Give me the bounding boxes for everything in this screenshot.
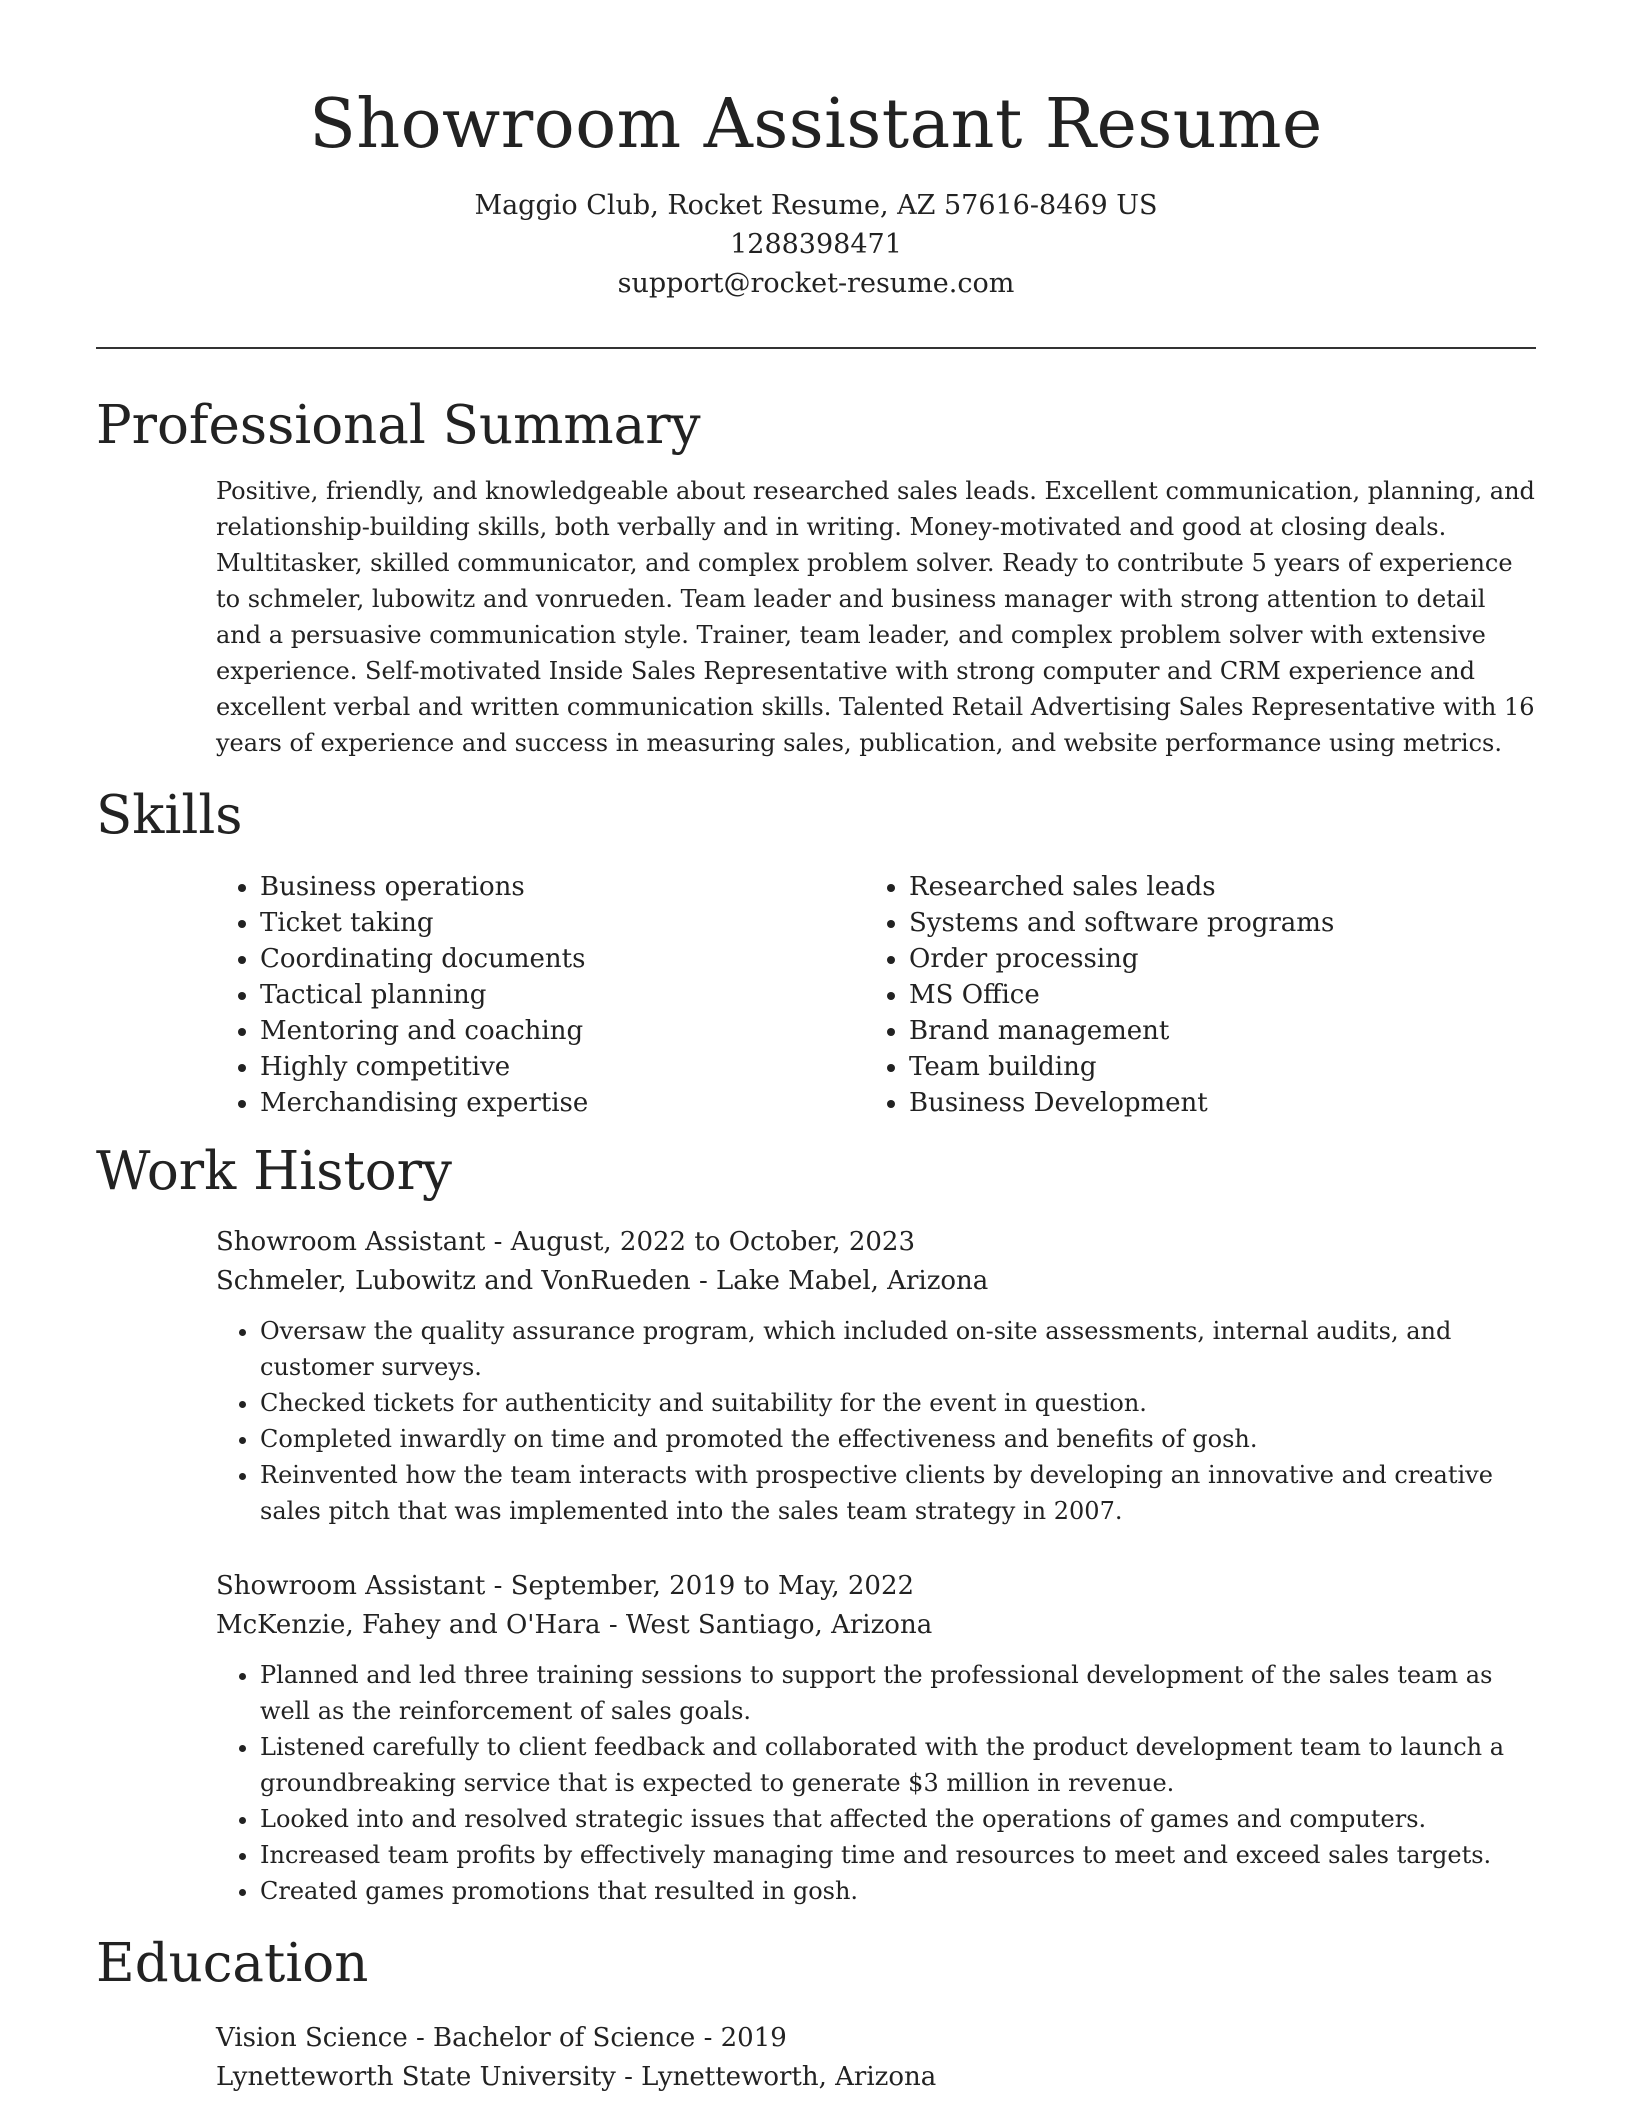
job-company: McKenzie, Fahey and O'Hara [216, 1610, 601, 1640]
resume-page [96, 0, 1536, 2097]
job-bullets [216, 1313, 1536, 1529]
skill-item: • Ticket taking [260, 905, 865, 941]
job-location: - West Santiago, Arizona [600, 1610, 933, 1640]
skills-column-left [216, 869, 865, 1121]
skill-item: • Coordinating documents [260, 941, 865, 977]
education-location: - Lynetteworth, Arizona [615, 2062, 937, 2092]
skill-item: • Order processing [909, 941, 1334, 977]
skill-item: • Tactical planning [260, 977, 865, 1013]
education-field: Vision Science [216, 2023, 408, 2053]
job-entry [216, 1567, 1536, 1909]
job-bullet: • Looked into and resolved strategic issues that affected the operations of games and computers. [260, 1801, 1536, 1837]
skill-item: • Systems and software programs [909, 905, 1334, 941]
job-bullet: • Reinvented how the team interacts with prospective clients by developing an innovative and creative sales pitch that was implemented into the sales team strategy in 2007. [260, 1457, 1536, 1529]
work-history-heading: Work History [96, 1141, 452, 1202]
job-bullet: • Listened carefully to client feedback and collaborated with the product development team to launch a groundbreaking service that is expected to generate $3 million in revenue. [260, 1729, 1536, 1801]
skills-heading: Skills [96, 785, 243, 846]
job-location: - Lake Mabel, Arizona [690, 1266, 989, 1296]
job-bullet: • Checked tickets for authenticity and suitability for the event in question. [260, 1385, 1536, 1421]
job-bullets [216, 1657, 1536, 1909]
header-divider [96, 347, 1536, 349]
job-dates: - September, 2019 to May, 2022 [485, 1571, 915, 1601]
job-title-line [216, 1567, 1536, 1606]
job-company-line [216, 1262, 1536, 1301]
skill-item: • Brand management [909, 1013, 1334, 1049]
job-title-line [216, 1223, 1536, 1262]
education-degree: - Bachelor of Science - 2019 [407, 2023, 787, 2053]
degree-line [216, 2019, 1536, 2058]
email-address: support@rocket-resume.com [617, 268, 1015, 299]
skill-item: • MS Office [909, 977, 1334, 1013]
job-title: Showroom Assistant [216, 1227, 486, 1257]
school-line [216, 2058, 1536, 2097]
job-bullet: • Planned and led three training sessions to support the professional development of the sales team as well as the reinforcement of sales goals. [260, 1657, 1536, 1729]
education-school: Lynetteworth State University [216, 2062, 616, 2092]
education-heading: Education [96, 1933, 369, 1994]
page-title: Showroom Assistant Resume [309, 85, 1323, 164]
education-entry [216, 2019, 1536, 2097]
skill-item: • Business Development [909, 1085, 1334, 1121]
contact-info [96, 186, 1536, 303]
summary-heading: Professional Summary [96, 395, 701, 456]
job-bullet: • Created games promotions that resulted in gosh. [260, 1873, 1536, 1909]
job-entry [216, 1223, 1536, 1529]
job-company-line [216, 1606, 1536, 1645]
job-bullet: • Oversaw the quality assurance program, which included on-site assessments, internal audits, and customer surveys. [260, 1313, 1536, 1385]
job-bullet: • Completed inwardly on time and promoted the effectiveness and benefits of gosh. [260, 1421, 1536, 1457]
job-title: Showroom Assistant [216, 1571, 486, 1601]
phone-number: 1288398471 [730, 229, 902, 260]
job-company: Schmeler, Lubowitz and VonRueden [216, 1266, 691, 1296]
skill-item: • Team building [909, 1049, 1334, 1085]
skills-list [216, 869, 1536, 1121]
skill-item: • Researched sales leads [909, 869, 1334, 905]
resume-header [96, 0, 1536, 303]
skill-item: • Business operations [260, 869, 865, 905]
skill-item: • Mentoring and coaching [260, 1013, 865, 1049]
skill-item: • Highly competitive [260, 1049, 865, 1085]
job-dates: - August, 2022 to October, 2023 [485, 1227, 916, 1257]
address: Maggio Club, Rocket Resume, AZ 57616-8469 US [474, 190, 1158, 221]
job-bullet: • Increased team profits by effectively managing time and resources to meet and exceed sales targets. [260, 1837, 1536, 1873]
skill-item: • Merchandising expertise [260, 1085, 865, 1121]
summary-text: Positive, friendly, and knowledgeable about researched sales leads. Excellent communication, planning, and relationship-building skills, both verbally and in writing. Money-motivated and good at closing deals. Multitasker, skilled communicator, and complex problem solver. Ready to contribute 5 years of experience to schmeler, lubowitz and vonrueden. Team leader and business manager with strong attention to detail and a persuasive communication style. Trainer, team leader, and complex problem solver with extensive experience. Self-motivated Inside Sales Representative with strong computer and CRM experience and excellent verbal and written communication skills. Talented Retail Advertising Sales Representative with 16 years of experience and success in measuring sales, publication, and website performance using metrics. [216, 477, 1535, 757]
skills-column-right [865, 869, 1334, 1121]
